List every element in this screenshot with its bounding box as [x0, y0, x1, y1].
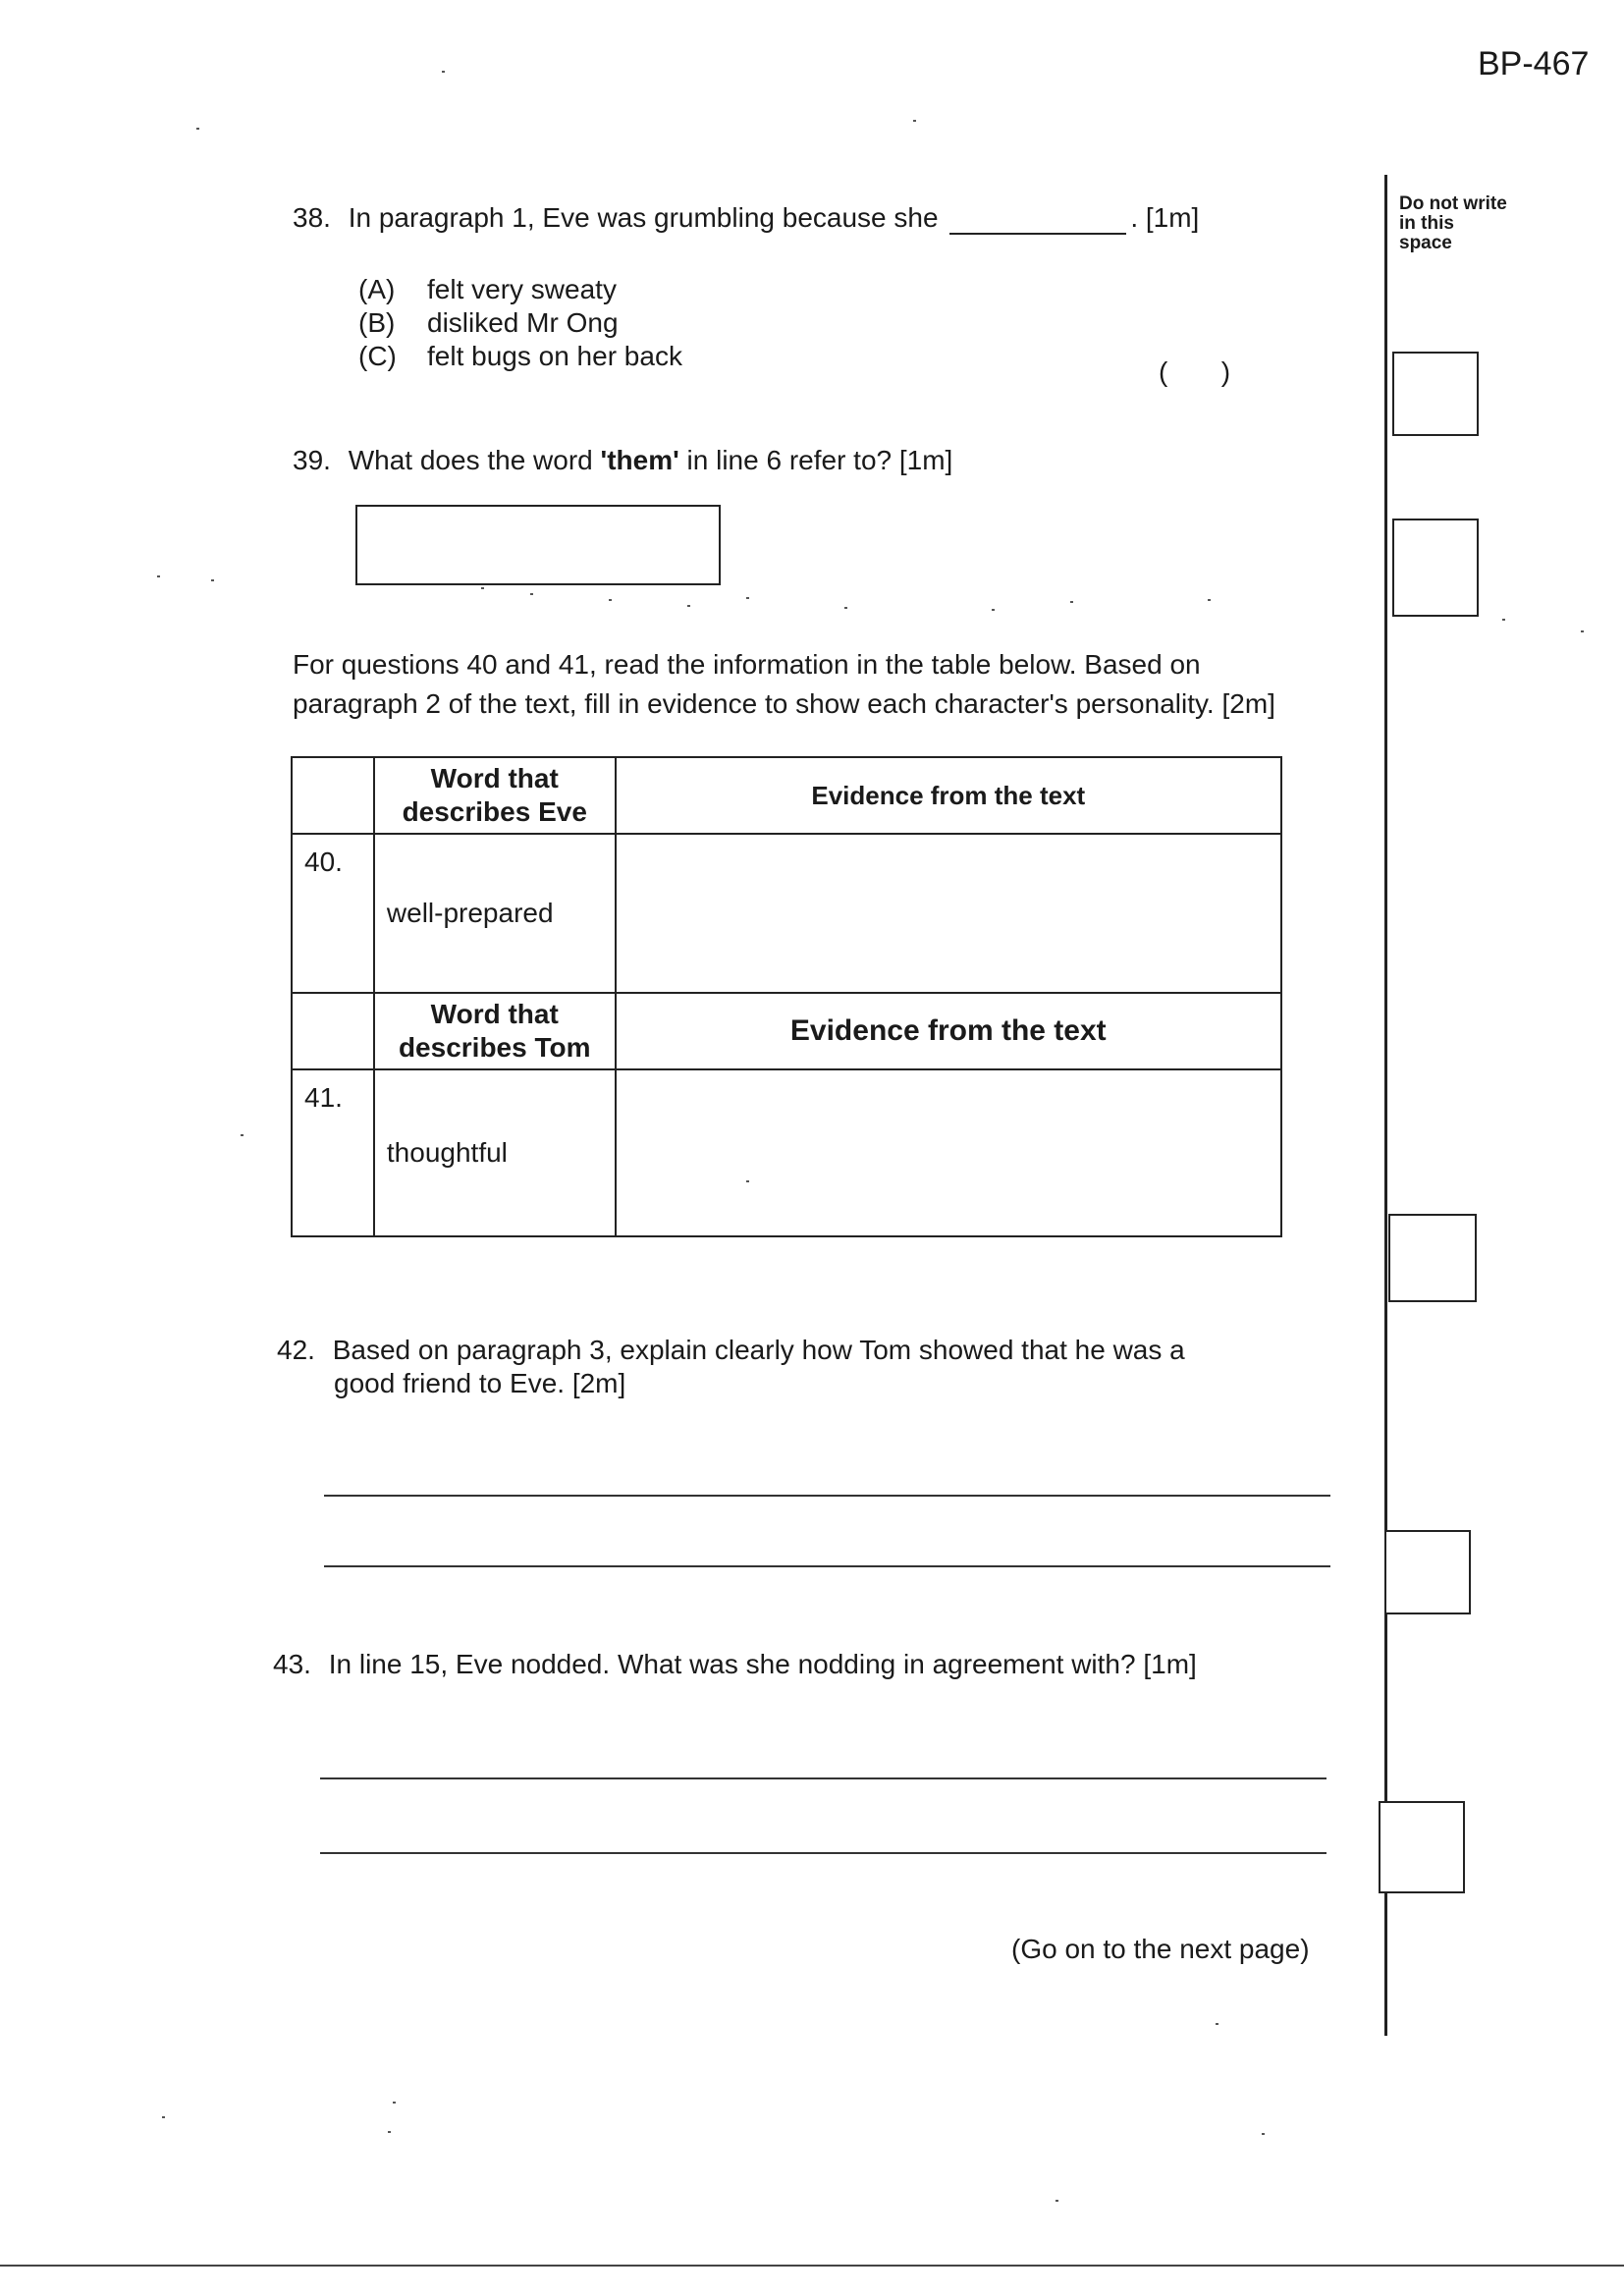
- row-40-number: 40.: [292, 834, 374, 993]
- table-row: [292, 757, 1281, 834]
- table-row: [292, 834, 1281, 993]
- instruction-line-1: For questions 40 and 41, read the information in the table below. Based on: [293, 649, 1201, 680]
- score-box-q42[interactable]: [1384, 1530, 1471, 1614]
- q38-marks: . [1m]: [1130, 202, 1200, 233]
- score-box-q43[interactable]: [1379, 1801, 1465, 1893]
- scan-edge-line: [0, 2265, 1624, 2267]
- row-41-word: thoughtful: [374, 1069, 616, 1236]
- table-row: [292, 1069, 1281, 1236]
- q39-text-before: What does the word: [348, 445, 593, 475]
- option-a-text: felt very sweaty: [427, 274, 617, 304]
- q39-number: 39.: [293, 445, 331, 475]
- header-eve-line-1: Word that: [430, 763, 559, 793]
- q42-answer-line-2[interactable]: [324, 1565, 1330, 1567]
- header-tom-line-2: describes Tom: [398, 1032, 591, 1063]
- margin-rule: [1384, 175, 1387, 2036]
- q43-answer-line-1[interactable]: [320, 1777, 1326, 1779]
- q39-question: [293, 444, 952, 477]
- row-40-word: well-prepared: [374, 834, 616, 993]
- score-box-q39[interactable]: [1392, 519, 1479, 617]
- q38-answer-bracket[interactable]: ( ): [1159, 356, 1231, 387]
- option-b-text: disliked Mr Ong: [427, 307, 619, 338]
- table-row: [292, 993, 1281, 1069]
- q43-number: 43.: [273, 1649, 311, 1679]
- go-on-note: (Go on to the next page): [1011, 1934, 1310, 1964]
- row-41-number: 41.: [292, 1069, 374, 1236]
- q42-answer-line-1[interactable]: [324, 1495, 1330, 1497]
- q39-answer-box[interactable]: [355, 505, 721, 585]
- q42-text-1: Based on paragraph 3, explain clearly how Tom showed that he was a: [332, 1335, 1185, 1365]
- option-c-label: (C): [358, 341, 397, 371]
- header-evidence-tom: Evidence from the text: [616, 993, 1281, 1069]
- score-box-q40-41[interactable]: [1388, 1214, 1477, 1302]
- option-a-label: (A): [358, 274, 396, 304]
- paper-code: BP-467: [1478, 45, 1590, 82]
- instruction-line-2: paragraph 2 of the text, fill in evidence to show each character's personality. [2m]: [293, 688, 1275, 719]
- q38-text: In paragraph 1, Eve was grumbling because she: [348, 202, 939, 233]
- q38-blank[interactable]: [949, 207, 1126, 235]
- q42-line-1: [277, 1334, 1185, 1367]
- header-word-eve: [374, 757, 616, 834]
- header-evidence-eve: Evidence from the text: [616, 757, 1281, 834]
- row-41-evidence-answer[interactable]: [616, 1069, 1281, 1236]
- table-cell-empty: [292, 993, 374, 1069]
- q43-question: [273, 1648, 1197, 1681]
- q38-option-b[interactable]: [358, 306, 619, 340]
- row-40-evidence-answer[interactable]: [616, 834, 1281, 993]
- q43-answer-line-2[interactable]: [320, 1852, 1326, 1854]
- q38-option-c[interactable]: [358, 340, 682, 373]
- q42-text-2: good friend to Eve. [2m]: [334, 1368, 626, 1398]
- header-word-tom: [374, 993, 616, 1069]
- header-eve-line-2: describes Eve: [402, 796, 587, 827]
- header-tom-line-1: Word that: [430, 999, 559, 1029]
- q38-question: [293, 201, 1199, 235]
- margin-note: Do not write in this space: [1399, 193, 1507, 253]
- score-box-q38[interactable]: [1392, 352, 1479, 436]
- q39-text-after: in line 6 refer to? [1m]: [686, 445, 953, 475]
- table-cell-empty: [292, 757, 374, 834]
- q38-number: 38.: [293, 202, 331, 233]
- q42-number: 42.: [277, 1335, 315, 1365]
- evidence-table: [291, 756, 1282, 1237]
- q43-text: In line 15, Eve nodded. What was she nodding in agreement with? [1m]: [328, 1649, 1197, 1679]
- option-c-text: felt bugs on her back: [427, 341, 682, 371]
- option-b-label: (B): [358, 307, 396, 338]
- q38-option-a[interactable]: [358, 273, 617, 306]
- q39-keyword: 'them': [600, 445, 679, 475]
